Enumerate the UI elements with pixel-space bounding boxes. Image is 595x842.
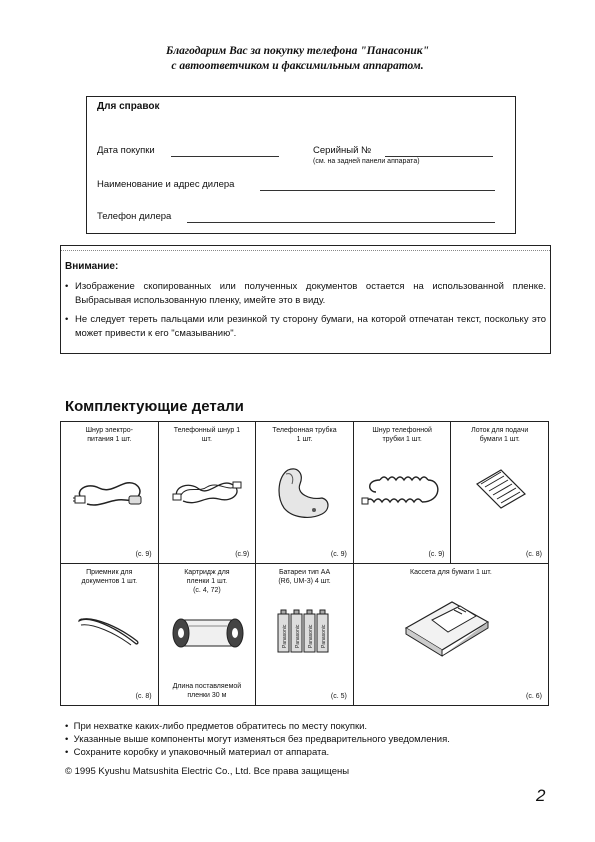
battery-brand-text: Panasonic <box>321 624 328 648</box>
reference-box <box>86 96 516 234</box>
list-item <box>65 720 450 733</box>
paper-cassette-icon <box>402 594 492 662</box>
page-reference: (с. 8) <box>135 693 152 700</box>
accessory-cell <box>61 422 159 564</box>
warning-item <box>65 280 546 308</box>
bullet: • <box>65 281 69 292</box>
note-text: Указанные выше компоненты могут изменяться без предварительного уведомления. <box>73 734 450 745</box>
paper-tray-icon <box>471 462 531 512</box>
page-reference: (с. 9) <box>330 551 347 558</box>
warning-item <box>65 313 546 341</box>
bullet: • <box>65 747 69 758</box>
page-reference: (с. 9) <box>428 551 445 558</box>
page-number: 2 <box>536 786 546 805</box>
accessories-table <box>60 421 549 706</box>
page-reference: (с. 5) <box>330 693 347 700</box>
document-receiver-icon <box>75 609 145 649</box>
battery-brand-text: Panasonic <box>308 624 315 648</box>
accessory-cell <box>353 564 548 706</box>
dealer-phone-label: Телефон дилера <box>97 211 172 222</box>
dealer-line <box>260 190 495 191</box>
accessory-name: Картридж для пленки 1 шт. (с. 4, 72) <box>184 569 230 594</box>
telephone-cord-icon <box>169 467 247 512</box>
accessory-name: Батареи тип АА (R6, UM-3) 4 шт. <box>278 569 331 585</box>
serial-note: (см. на задней панели аппарата) <box>313 158 420 165</box>
warning-title: Внимание: <box>65 261 119 272</box>
bullet: • <box>65 314 69 325</box>
list-item <box>65 746 450 759</box>
thank-you-line-2: с автоответчиком и факсимильным аппаратом. <box>171 60 424 72</box>
accessory-cell <box>158 564 256 706</box>
bullet: • <box>65 721 69 732</box>
accessory-name: Телефонная трубка 1 шт. <box>272 427 337 443</box>
accessory-cell <box>256 422 354 564</box>
battery-brand-text: Panasonic <box>282 624 289 648</box>
accessory-name: Шнур электро- питания 1 шт. <box>85 427 133 443</box>
handset-icon <box>274 462 334 524</box>
accessory-cell <box>61 564 159 706</box>
dealer-phone-line <box>187 222 495 223</box>
accessory-name: Телефонный шнур 1 шт. <box>173 427 241 443</box>
warning-item-text: Изображение скопированных или полученных документов остается на использованной пленке. Выбрасывая использованную пленку, имейте это в виду. <box>75 281 546 306</box>
purchase-date-line <box>171 156 279 157</box>
page-reference: (с. 8) <box>526 551 542 558</box>
warning-item-text: Не следует тереть пальцами или резинкой ту сторону бумаги, на которой отпечатан текст, поскольку это может привести к его "смазыванию". <box>75 314 546 339</box>
reference-title: Для справок <box>97 101 160 112</box>
accessory-name: Приемник для документов 1 шт. <box>81 569 138 585</box>
list-item <box>65 733 450 746</box>
power-cord-icon <box>73 470 148 515</box>
bullet: • <box>65 734 69 745</box>
page-reference: (с. 6) <box>526 693 542 700</box>
accessories-title: Комплектующие детали <box>65 398 244 415</box>
thank-you-line-1: Благодарим Вас за покупку телефона "Панасоник" <box>165 45 430 57</box>
copyright: © 1995 Kyushu Matsushita Electric Co., Ltd. Все права защищены <box>65 766 350 777</box>
note-text: При нехватке каких-либо предметов обратитесь по месту покупки. <box>73 721 368 732</box>
accessory-name: Шнур телефонной трубки 1 шт. <box>372 427 432 443</box>
note-text: Сохраните коробку и упаковочный материал от аппарата. <box>73 747 330 758</box>
accessory-cell <box>451 422 549 564</box>
film-length-note: Длина поставляемой пленки 30 м <box>172 683 242 699</box>
warning-divider <box>61 246 550 251</box>
page-reference: (с. 9) <box>135 551 152 558</box>
accessory-name: Лоток для подачи бумаги 1 шт. <box>471 427 529 443</box>
accessory-cell <box>158 422 256 564</box>
dealer-label: Наименование и адрес дилера <box>97 179 235 190</box>
film-cartridge-icon <box>169 610 247 656</box>
accessory-cell <box>256 564 354 706</box>
notes-list <box>65 720 450 759</box>
purchase-date-label: Дата покупки <box>97 145 155 156</box>
page-reference: (с.9) <box>235 551 250 558</box>
batteries-icon <box>274 604 334 656</box>
warning-box <box>60 245 551 354</box>
serial-line <box>385 156 493 157</box>
accessory-cell <box>353 422 451 564</box>
table-row <box>61 422 549 564</box>
table-row <box>61 564 549 706</box>
thank-you-heading <box>0 44 595 74</box>
battery-brand-text: Panasonic <box>295 624 302 648</box>
handset-cord-icon <box>360 462 446 512</box>
accessory-name: Кассета для бумаги 1 шт. <box>410 569 492 576</box>
serial-label: Серийный № <box>313 145 372 156</box>
